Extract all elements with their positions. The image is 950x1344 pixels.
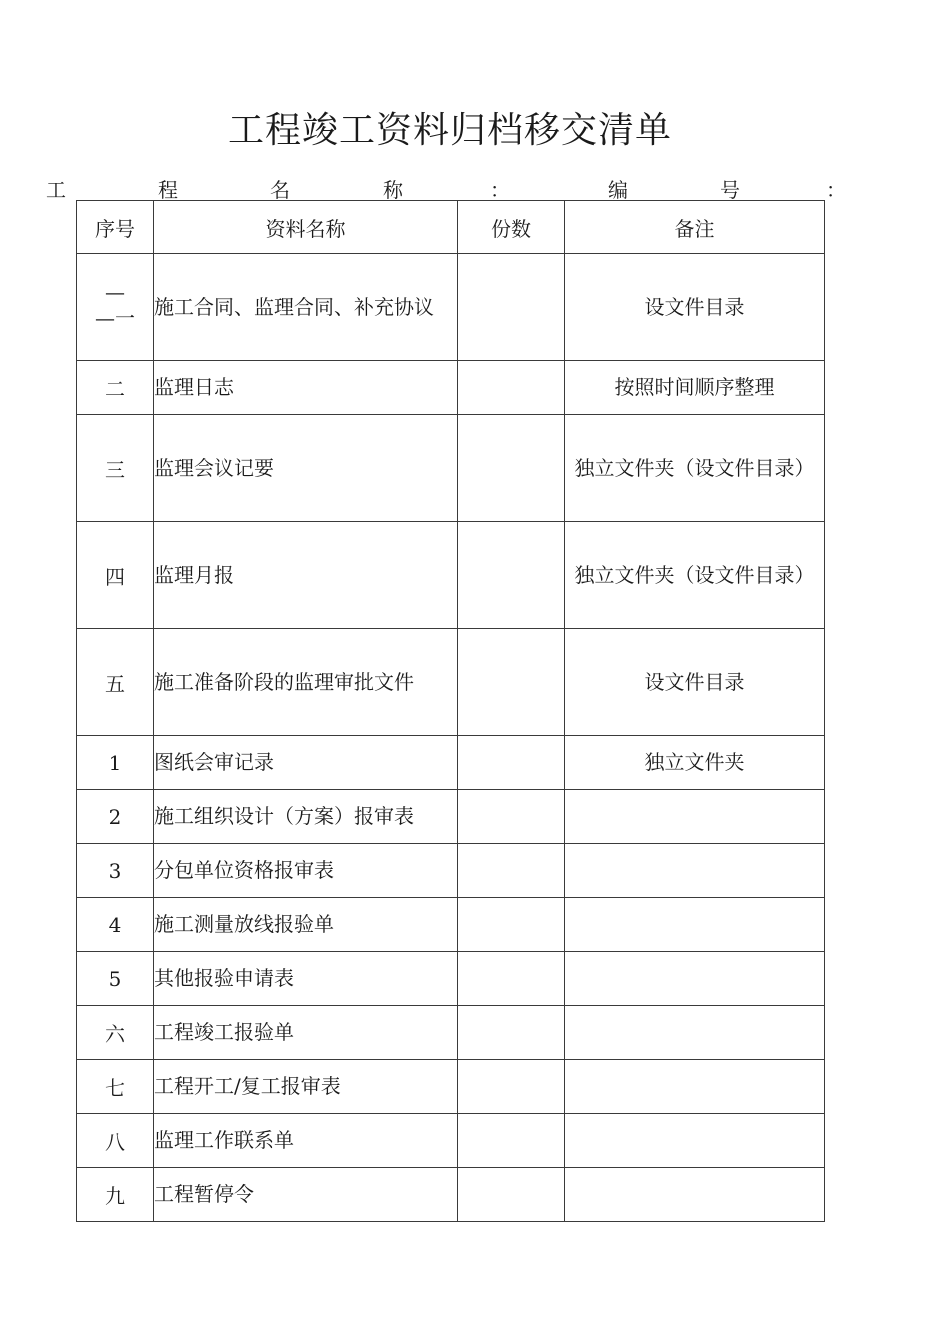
table-row: [77, 1060, 825, 1114]
row-no: 五: [77, 629, 154, 736]
table-row: [77, 844, 825, 898]
row-no: 5: [77, 952, 154, 1006]
document-title: 工程竣工资料归档移交清单: [227, 110, 672, 152]
row-no: 3: [77, 844, 154, 898]
row-no: 二: [77, 361, 154, 415]
row-name: 监理月报: [154, 522, 458, 629]
header-note: 备注: [565, 201, 825, 254]
row-note: [565, 1114, 825, 1168]
row-copies: [458, 629, 565, 736]
row-copies: [458, 254, 565, 361]
row-note: [565, 898, 825, 952]
row-note: 按照时间顺序整理: [565, 361, 825, 415]
row-copies: [458, 790, 565, 844]
row-copies: [458, 844, 565, 898]
row-note: [565, 844, 825, 898]
row-name: 施工合同、监理合同、补充协议: [154, 254, 458, 361]
row-copies: [458, 952, 565, 1006]
table-header-row: [77, 201, 825, 254]
row-no: [77, 254, 154, 361]
row-copies: [458, 1168, 565, 1222]
row-name: 工程竣工报验单: [154, 1006, 458, 1060]
archive-list-table: [76, 200, 825, 1222]
project-label-char: 称: [383, 178, 403, 202]
row-copies: [458, 361, 565, 415]
table-row: [77, 415, 825, 522]
header-copies: 份数: [458, 201, 565, 254]
table-row: [77, 1006, 825, 1060]
row-name: 施工测量放线报验单: [154, 898, 458, 952]
table-row: [77, 254, 825, 361]
row-note: [565, 952, 825, 1006]
row-name: 监理日志: [154, 361, 458, 415]
table-row: [77, 736, 825, 790]
header-no: 序号: [77, 201, 154, 254]
row-name: 工程开工/复工报审表: [154, 1060, 458, 1114]
table-row: [77, 522, 825, 629]
row-copies: [458, 522, 565, 629]
project-label-char: 名: [270, 178, 290, 202]
row-note: [565, 790, 825, 844]
row-no: 七: [77, 1060, 154, 1114]
project-label-colon: ：: [490, 178, 510, 202]
row-no-text: — —一: [95, 280, 135, 330]
row-no: 六: [77, 1006, 154, 1060]
row-no: 四: [77, 522, 154, 629]
table-row: [77, 952, 825, 1006]
project-label-char: 程: [158, 178, 178, 202]
row-copies: [458, 1006, 565, 1060]
row-copies: [458, 736, 565, 790]
row-name: 其他报验申请表: [154, 952, 458, 1006]
row-name: 施工组织设计（方案）报审表: [154, 790, 458, 844]
row-no: 九: [77, 1168, 154, 1222]
row-copies: [458, 898, 565, 952]
table-row: [77, 790, 825, 844]
number-label-char: 号: [720, 178, 740, 202]
table-row: [77, 1168, 825, 1222]
row-note: [565, 1060, 825, 1114]
row-name: 分包单位资格报审表: [154, 844, 458, 898]
row-name: 施工准备阶段的监理审批文件: [154, 629, 458, 736]
row-note: 设文件目录: [565, 629, 825, 736]
number-label-char: 编: [608, 178, 628, 202]
row-note: 独立文件夹: [565, 736, 825, 790]
row-name: 监理工作联系单: [154, 1114, 458, 1168]
row-copies: [458, 415, 565, 522]
row-no: 三: [77, 415, 154, 522]
table-row: [77, 898, 825, 952]
row-note: 独立文件夹（设文件目录）: [565, 415, 825, 522]
number-label-colon: ：: [826, 178, 846, 202]
row-name: 监理会议记要: [154, 415, 458, 522]
row-note: 设文件目录: [565, 254, 825, 361]
row-no: 4: [77, 898, 154, 952]
row-no: 2: [77, 790, 154, 844]
row-copies: [458, 1060, 565, 1114]
row-no: 1: [77, 736, 154, 790]
row-note: [565, 1168, 825, 1222]
row-note: [565, 1006, 825, 1060]
project-label-char: 工: [46, 178, 66, 202]
table-row: [77, 361, 825, 415]
table-row: [77, 1114, 825, 1168]
row-name: 图纸会审记录: [154, 736, 458, 790]
row-name: 工程暂停令: [154, 1168, 458, 1222]
row-note: 独立文件夹（设文件目录）: [565, 522, 825, 629]
table-row: [77, 629, 825, 736]
row-no: 八: [77, 1114, 154, 1168]
header-name: 资料名称: [154, 201, 458, 254]
row-copies: [458, 1114, 565, 1168]
